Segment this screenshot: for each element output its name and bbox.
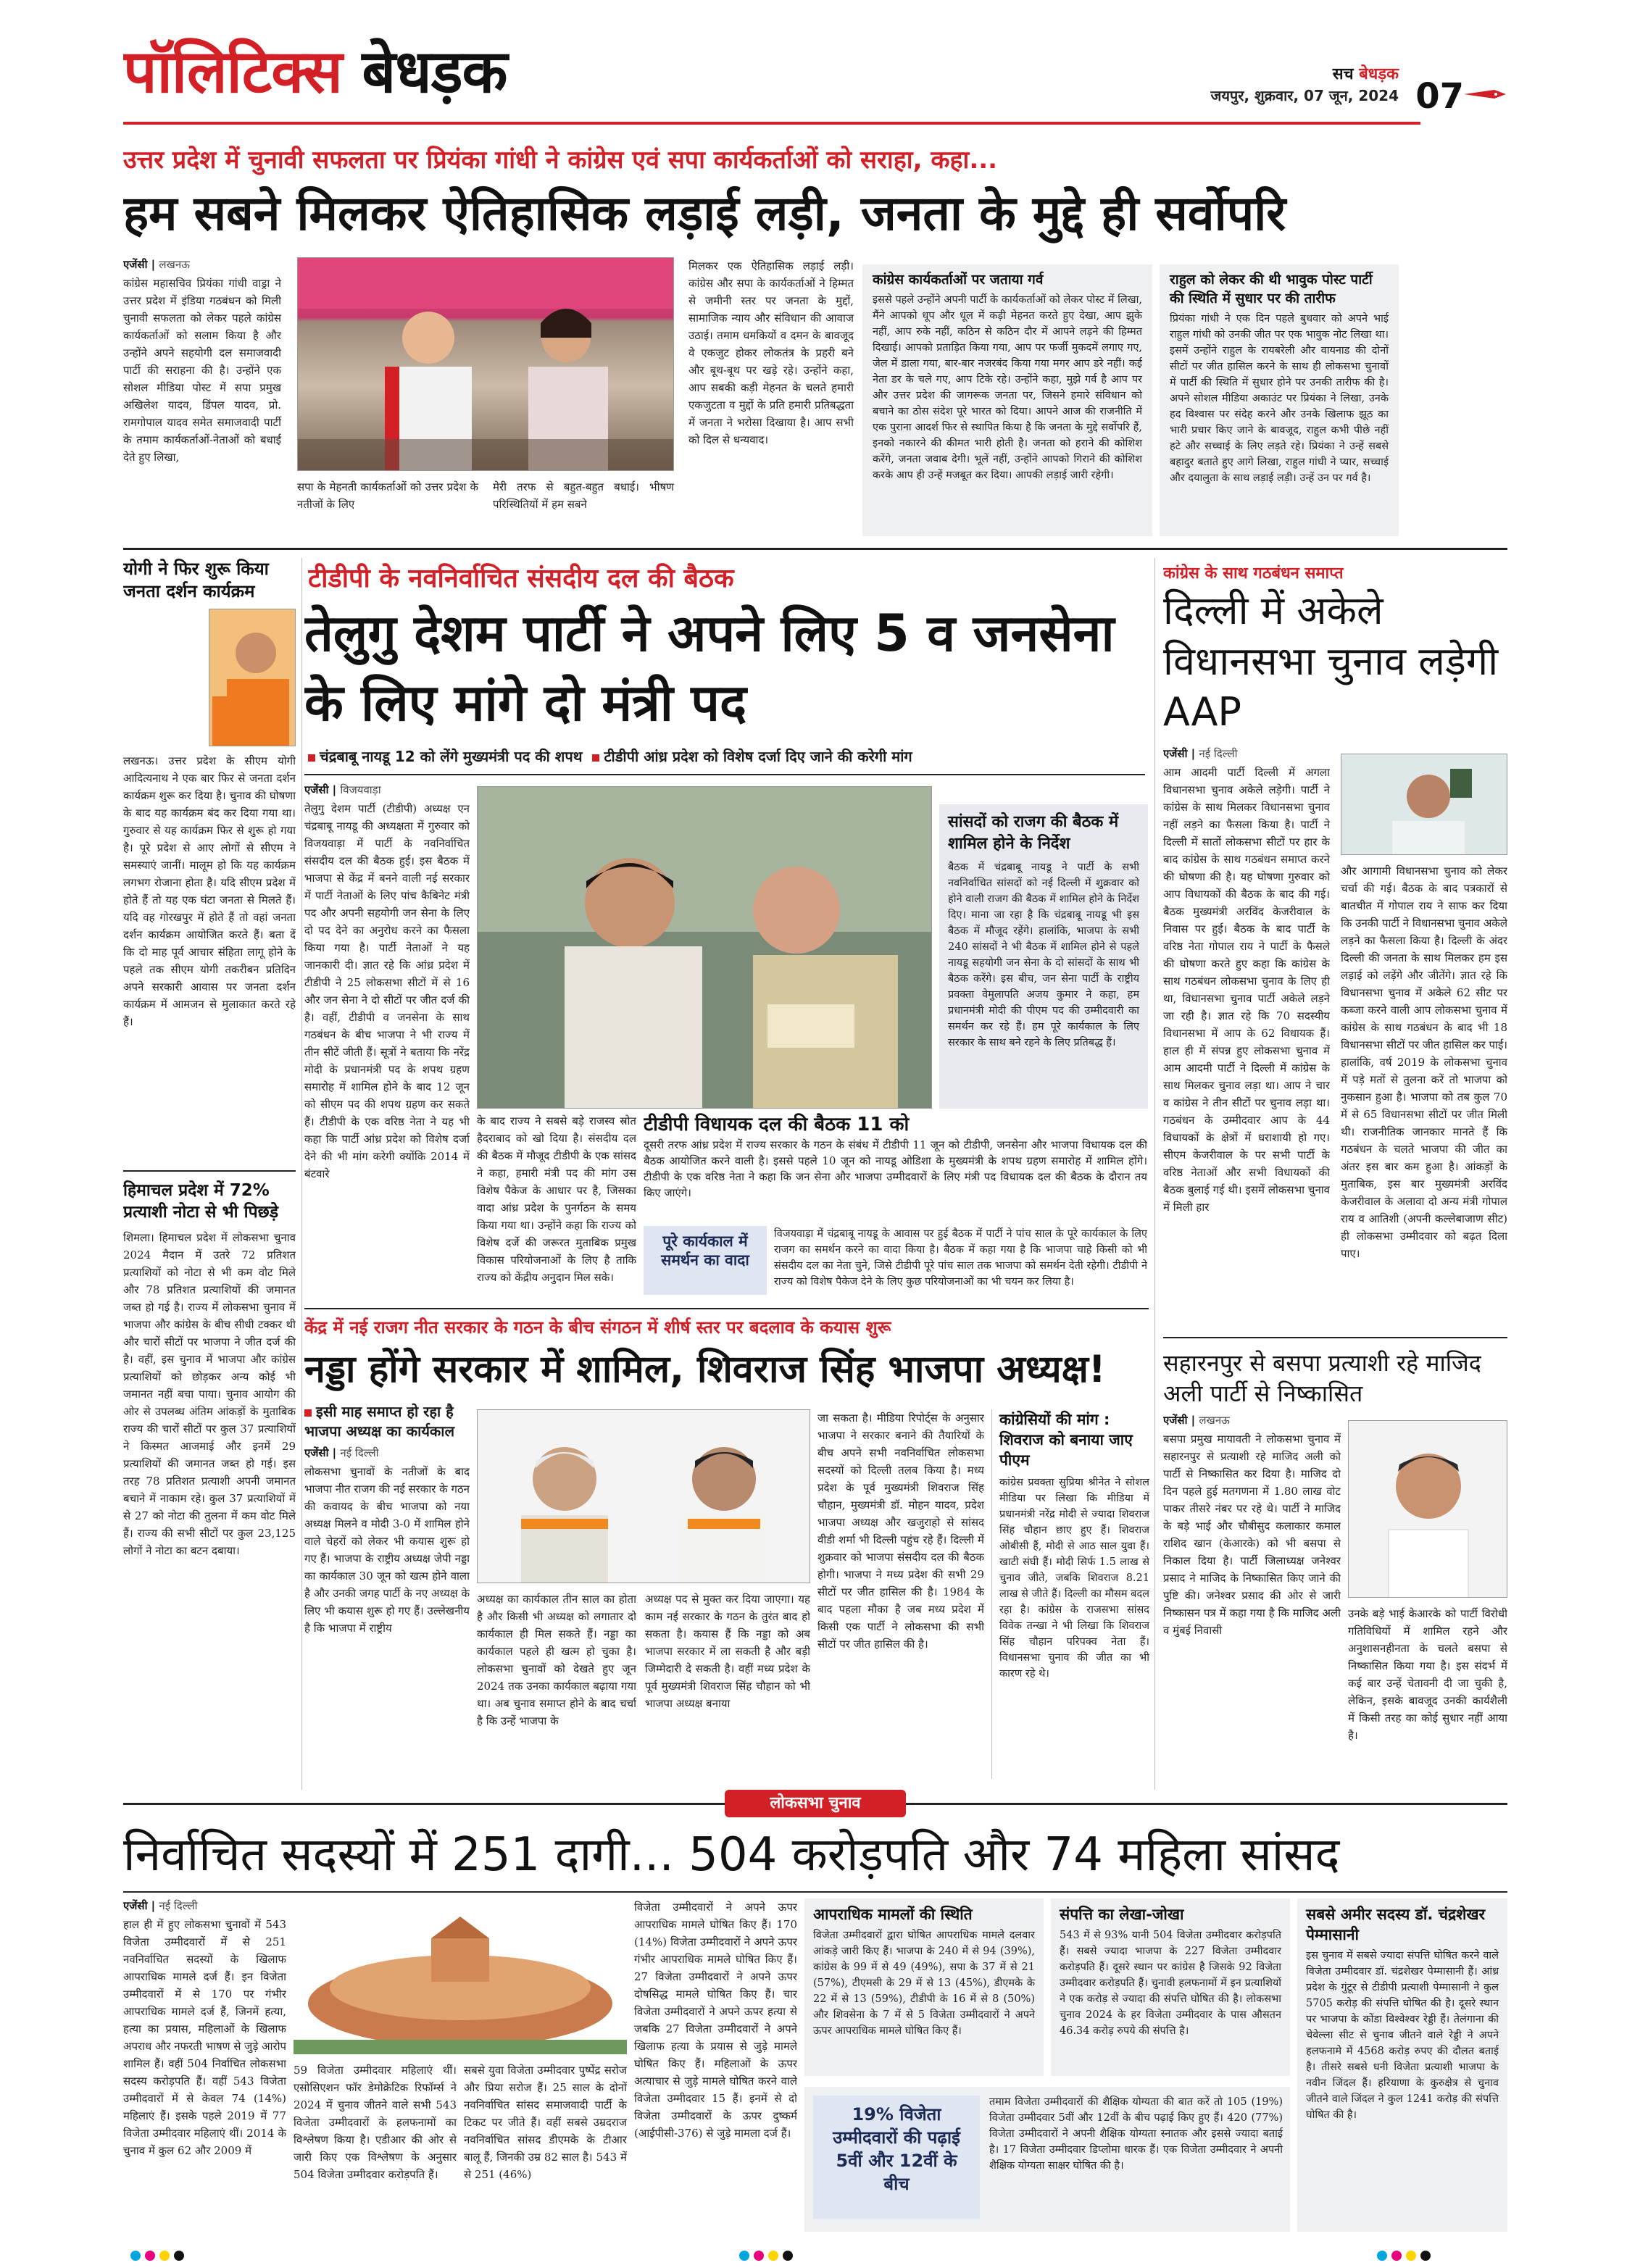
gopal-rai-photo — [1341, 754, 1507, 855]
dot-icon — [768, 2251, 778, 2261]
naidu-pawan-photo — [477, 786, 932, 1109]
aap-col2-text: और आगामी विधानसभा चुनाव को लेकर चर्चा की गई। बैठक के बाद पत्रकारों से बातचीत में गोपाल राय ने साफ कर दिया कि उनकी पार्टी ने विधानसभा चुनाव अकेले लड़ने का फैसला किया है। दिल्ली के अंदर दिल्ली की जनता के साथ मिलकर हम इस लड़ाई को लड़ेंगे और जीतेंगे। ज्ञात रहे कि विधानसभा चुनाव में अकेले 62 सीट पर कब्जा करने वाली आप लोकसभा चुनाव में कांग्रेस के साथ गठबंधन के बाद भी 18 विधानसभा सीटों पर जीत हासिल कर पाई। हालांकि, वर्ष 2019 के लोकसभा चुनाव में पड़े मतों से तुलना करें तो भाजपा को नुकसान हुआ है। भाजपा को तब कुल 70 में से 65 विधानसभा सीटों पर जीत मिली थी। राजनीतिक जानकार मानते हैं कि गठबंधन के चलते भाजपा की जीत का अंतर इस बार कम हुआ है। आंकड़ों के मुताबिक, इस बार मुख्यमंत्री अरविंद केजरीवाल के अलावा दो अन्य मंत्री गोपाल राय व आतिशी (अपनी कल्लेबाजाण सीट) ही लोकसभा उम्मीदवार को बढ़त दिला पाए। — [1341, 864, 1507, 1260]
masthead-rule — [123, 122, 1420, 125]
lok-col2-text: 59 विजेता उम्मीदवार महिलाएं थीं। एसोसिएशन फॉर डेमोक्रेटिक रिफॉर्म्स ने 2024 में चुनाव जीतने वाले सभी 543 विजेता उम्मीदवारों के हलफनामों का विश्लेषण किया है। एडीआर की ओर से जारी किए एक विश्लेषण के अनुसार 504 विजेता उम्मीदवार करोड़पति हैं। — [294, 2064, 457, 2181]
lok-b2-title: संपत्ति का लेखा-जोखा — [1060, 1906, 1184, 1923]
basp-byline: एजेंसी — [1163, 1414, 1188, 1427]
nadda-col2-text: अध्यक्ष का कार्यकाल तीन साल का होता है और किसी भी अध्यक्ष को लगातार दो कार्यकाल ही मिल सकते हैं। नड्डा का कार्यकाल पहले ही खत्म हो चुका है। लोकसभा चुनावों को देखते हुए जून 2024 तक उनका कार्यकाल बढ़ाया गया था। अब चुनाव समाप्त होने के बाद चर्चा है कि उन्हें भाजपा के — [477, 1593, 636, 1727]
top-byline: एजेंसी — [123, 258, 148, 271]
himachal-story — [123, 1180, 296, 1774]
footer-registration-dots-left — [130, 2250, 275, 2264]
top-headline: हम सबने मिलकर ऐतिहासिक लड़ाई लड़ी, जनता के मुद्दे ही सर्वोपरि — [123, 185, 1286, 241]
lok-b2-text: 543 में से 93% यानी 504 विजेता उम्मीदवार करोड़पति हैं। सबसे ज्यादा भाजपा के 227 विजेता उम्मीदवार करोड़पति हैं। दूसरे स्थान पर कांग्रेस है जिसके 92 विजेता उम्मीदवार करोड़पति हैं। चुनावी हलफनामों में इन प्रत्याशियों ने एक करोड़ से ज्यादा की संपत्ति घोषित की है। लोकसभा चुनाव 2024 के हर विजेता उम्मीदवार के पास औसतन 46.34 करोड़ रुपये की संपत्ति है। — [1060, 1930, 1281, 2037]
himachal-text: शिमला। हिमाचल प्रदेश में लोकसभा चुनाव 2024 मैदान में उतरे 72 प्रतिशत प्रत्याशियों को नोटा से भी कम वोट मिले और 78 प्रतिशत प्रत्याशियों की जमानत जब्त हो गई है। राज्य में लोकसभा चुनाव में भाजपा और कांग्रेस के बीच सीधी टक्कर थी और चारों सीटों पर भाजपा ने जीत दर्ज की है। वहीं, इस चुनाव में भाजपा और कांग्रेस प्रत्याशियों को छोड़कर अन्य कोई भी जमानत नहीं बचा पाया। चुनाव आयोग की ओर से उपलब्ध अंतिम आंकड़ों के मुताबिक राज्य की चारों सीटों पर कुल 37 प्रत्याशियों ने किस्मत आजमाई और इनमें 29 प्रत्याशियों की जमानत जब्त हो गई। इस तरह 78 प्रतिशत प्रत्याशी अपनी जमानत बचाने में नाकाम रहे। कुल 37 प्रत्याशियों में से 27 को नोटा की तुलना में कम वोट मिले हैं। राज्य की सभी सीटों पर कुल 23,125 लोगों ने नोटा का बटन दबाया। — [123, 1231, 296, 1557]
top-kicker: उत्तर प्रदेश में चुनावी सफलता पर प्रियंका गांधी ने कांग्रेस एवं सपा कार्यकर्ताओं को सराहा, कहा... — [123, 146, 998, 175]
box2-text: प्रियंका गांधी ने एक दिन पहले बुधवार को अपने भाई राहुल गांधी को उनकी जीत पर एक भावुक नोट लिखा था। इसमें उन्होंने राहुल के रायबरेली और वायनाड की दोनों सीटों पर जीत हासिल करने के साथ ही लोकसभा चुनावों में पार्टी की स्थिति में सुधार होने पर उनकी तारीफ की है। अपने सोशल मीडिया अकाउंट पर प्रियंका ने लिखा, उनके हद विश्वास पर संदेह करने और उनके खिलाफ झूठ का भारी प्रचार किए जाने के बावजूद, राहुल कभी पीछे नहीं हटे और सच्चाई के लिए लड़ते रहे। प्रियंका ने उन्हें सबसे बहादुर बताते हुए आगे लिखा, राहुल गांधी ने प्यार, सच्चाई और दयालुता के साथ लड़ाई लड़ी। उन्हें उन पर गर्व है। — [1170, 313, 1389, 484]
lok-b1-title: आपराधिक मामलों की स्थिति — [813, 1906, 973, 1923]
aap-bottom-rule — [1163, 1337, 1507, 1338]
band-label: लोकसभा चुनाव — [770, 1794, 861, 1812]
nadda-col1-text: लोकसभा चुनावों के नतीजों के बाद भाजपा नीत राजग की नई सरकार के गठन की कवायद के बीच भाजपा को नया अध्यक्ष मिलने व मोदी 3-0 में शामिल होने वाले चेहरों को लेकर भी कयास शुरू हो गए हैं। भाजपा के राष्ट्रीय अध्यक्ष जेपी नड्डा का कार्यकाल 30 जून को खत्म होने वाला है और उनकी जगह पार्टी के नए अध्यक्ष के लिए भी कयास शुरू हो गए हैं। उल्लेखनीय है कि भाजपा में राष्ट्रीय — [304, 1465, 470, 1635]
nadda-headline: नड्डा होंगे सरकार में शामिल, शिवराज सिंह भाजपा अध्यक्ष! — [304, 1348, 1106, 1391]
nadda-col3-text: अध्यक्ष पद से मुक्त कर दिया जाएगा। यह काम नई सरकार के गठन के तुरंत बाद हो सकता है। कयास हैं कि नड्डा को अब भाजपा सरकार में ला सकती है और बड़ी जिम्मेदारी दे सकती है। वहीं मध्य प्रदेश के पूर्व मुख्यमंत्री शिवराज सिंह चौहान को भी भाजपा अध्यक्ष बनाया — [645, 1593, 810, 1710]
box2-title: राहुल को लेकर की थी भावुक पोस्ट पार्टी की स्थिति में सुधार पर की तारीफ — [1170, 272, 1373, 307]
tdp-col1-text: तेलुगु देशम पार्टी (टीडीपी) अध्यक्ष एन चंद्रबाबू नायडू की अध्यक्षता में गुरुवार को विजयवाड़ा में पार्टी के नवनिर्वाचित संसदीय दल की बैठक हुई। इस बैठक में भाजपा से केंद्र में बनने वाली नई सरकार में पार्टी नेताओं के लिए पांच कैबिनेट मंत्री पद और अपनी सहयोगी जन सेना के लिए दो पद देने का अनुरोध करने का फैसला किया गया है। पार्टी नेताओं ने यह जानकारी दी। ज्ञात रहे कि आंध्र प्रदेश में टीडीपी ने 25 लोकसभा सीटों में से 16 और जन सेना ने दो सीटों पर जीत दर्ज की है। वहीं, टीडीपी व जनसेना के साथ गठबंधन के बीच भाजपा ने भी राज्य में तीन सीटें जीती हैं। सूत्रों ने बताया कि नरेंद्र मोदी के प्रधानमंत्री पद के शपथ ग्रहण समारोह में शामिल होने के बाद 12 जून को सीएम पद की शपथ ग्रहण कर सकते हैं। टीडीपी के एक वरिष्ठ नेता ने यह भी कहा कि पार्टी आंध्र प्रदेश को विशेष दर्जा देने की भी मांग करेगी क्योंकि 2014 में बंटवारे — [304, 802, 470, 1180]
masthead-title-part1: पॉलिटिक्स — [123, 38, 342, 107]
edu-label: 19% विजेता उम्मीदवारों की पढ़ाई 5वीं और 12वीं के बीच — [833, 2104, 960, 2194]
yogi-story — [123, 558, 296, 1167]
dot-icon — [174, 2251, 184, 2261]
nadda-col3 — [645, 1590, 810, 1779]
tdp-photo-caption — [644, 1112, 1147, 1221]
aap-byline: एजेंसी — [1163, 747, 1188, 760]
top-col4: मिलकर एक ऐतिहासिक लड़ाई लड़ी। कांग्रेस और सपा के कार्यकर्ताओं ने हिम्मत से जमीनी स्तर पर जनता के मुद्दों, सामाजिक न्याय और संविधान की आवाज उठाई। तमाम धमकियों व दमन के बावजूद वे एकजुट होकर लोकतंत्र के प्रहरी बने और बूथ-बूथ पर खड़े रहे। उन्होंने कहा, आप सबकी कड़ी मेहनत के चलते हमारी एकजुटता व मुद्दों के प्रति हमारी प्रतिबद्धता में जनता ने भरोसा दिखाया है। आप सभी को दिल से धन्यवाद। — [688, 259, 854, 446]
lok-col3-text: सबसे युवा विजेता उम्मीदवार पुष्पेंद्र सरोज और प्रिया सरोज हैं। 25 साल के दोनों नवनिर्वाचित सांसद समाजवादी पार्टी के टिकट पर जीते हैं। वहीं सबसे उम्रदराज नवनिर्वाचित सांसद डीएमके के टीआर बालू हैं, जिनकी उम्र 82 साल है। 543 में से 251 (46%) — [464, 2064, 627, 2181]
page-number: 07 — [1415, 76, 1464, 116]
lok-byline-loc: नई दिल्ली — [159, 1899, 198, 1912]
yogi-headline: योगी ने फिर शुरू किया जनता दर्शन कार्यक्रम — [123, 559, 269, 601]
tdp-subheads — [308, 746, 1149, 766]
top-byline-loc: लखनऊ — [159, 258, 190, 271]
himachal-headline: हिमाचल प्रदेश में 72% प्रत्याशी नोटा से भी पिछड़े — [123, 1181, 279, 1222]
lok-col4 — [634, 1898, 797, 2239]
dot-icon — [1406, 2251, 1416, 2261]
box1-title: कांग्रेस कार्यकर्ताओं पर जताया गर्व — [873, 272, 1044, 288]
dot-icon — [145, 2251, 155, 2261]
brand-right: बेधड़क — [1359, 65, 1399, 83]
lok-col2 — [294, 2061, 457, 2239]
lok-box-richest — [1297, 1898, 1507, 2232]
footer-registration-dots-center — [739, 2250, 884, 2264]
bullet-square-icon — [308, 754, 315, 762]
nadda-top-rule — [304, 1308, 1149, 1309]
dot-icon — [1377, 2251, 1387, 2261]
nadda-kicker: केंद्र में नई राजग नीत सरकार के गठन के बीच संगठन में शीर्ष स्तर पर बदलाव के कयास शुरू — [304, 1317, 891, 1338]
tdp-kicker-box — [308, 559, 1141, 597]
tdp-sub2: टीडीपी आंध्र प्रदेश को विशेष दर्जा दिए जाने की करेगी मांग — [604, 748, 912, 765]
nadda-byline: एजेंसी — [304, 1446, 329, 1459]
lok-b3-text: इस चुनाव में सबसे ज्यादा संपत्ति घोषित करने वाले विजेता उम्मीदवार डॉ. चंद्रशेखर पेम्मासानी हैं। आंध्र प्रदेश के गुंटूर से टीडीपी प्रत्याशी पेम्मासानी ने कुल 5705 करोड़ की संपत्ति घोषित की है। दूसरे स्थान पर भाजपा के कोंडा विश्वेश्वर रेड्डी हैं। तेलंगाना की चेवेल्ला सीट से चुनाव जीतने वाले रेड्डी ने अपने हलफनामे में 4568 करोड़ रुपए की दौलत बताई है। तीसरे सबसे धनी विजेता प्रत्याशी भाजपा के नवीन जिंदल हैं। हरियाणा के कुरुक्षेत्र से चुनाव जीतने वाले जिंदल ने कुल 1241 करोड़ की संपत्ति घोषित की है। — [1306, 1950, 1499, 2121]
dot-icon — [130, 2251, 141, 2261]
footer-registration-dots-right — [1377, 2250, 1522, 2264]
top-col2: सपा के मेहनती कार्यकर्ताओं को उत्तर प्रदेश के नतीजों के लिए — [297, 480, 478, 511]
promise-label: पूरे कार्यकाल में समर्थन का वादा — [661, 1233, 749, 1269]
col-divider-3 — [1154, 1348, 1155, 1790]
col-divider-1 — [301, 558, 302, 1790]
nadda-col4-text: जा सकता है। मीडिया रिपोर्ट्स के अनुसार भाजपा ने सरकार बनाने की तैयारियों के बीच अपने सभी नवनिर्वाचित लोकसभा सदस्यों को दिल्ली तलब किया है। मध्य प्रदेश के पूर्व मुख्यमंत्री शिवराज सिंह चौहान, मुख्यमंत्री डॉ. मोहन यादव, प्रदेश भाजपा अध्यक्ष और खजुराहो से सांसद वीडी शर्मा भी दिल्ली पहुंच रहे हैं। दिल्ली में शुक्रवार को भाजपा संसदीय दल की बैठक होगी। भाजपा ने मध्य प्रदेश की सभी 29 सीटों पर जीत हासिल की है। 1984 के बाद पहला मौका है जब मध्य प्रदेश में किसी एक पार्टी ने लोकसभा की सभी सीटों पर जीत हासिल की है। — [817, 1412, 984, 1651]
tdp-side-title: सांसदों को राजग की बैठक में शामिल होने के निर्देश — [948, 813, 1119, 853]
tdp-byline: एजेंसी — [304, 783, 329, 796]
tdp-col1: एजेंसी | विजयवाड़ा तेलुगु देशम पार्टी (टीडीपी) अध्यक्ष एन चंद्रबाबू नायडू की अध्यक्षता में गुरुवार को विजयवाड़ा में पार्टी के नवनिर्वाचित संसदीय दल की बैठक हुई। इस बैठक में भाजपा से केंद्र में बनने वाली नई सरकार में पार्टी नेताओं के लिए पांच कैबिनेट मंत्री पद और अपनी सहयोगी जन सेना के लिए दो पद देने का अनुरोध करने का फैसला किया गया है। पार्टी नेताओं ने यह जानकारी दी। ज्ञात रहे कि आंध्र प्रदेश में टीडीपी ने 25 लोकसभा सीटों में से 16 और जन सेना ने दो सीटों पर जीत दर्ज की है। वहीं, टीडीपी व जनसेना के साथ गठबंधन के बीच भाजपा ने भी राज्य में तीन सीटें जीती हैं। सूत्रों ने बताया कि नरेंद्र मोदी के प्रधानमंत्री पद के शपथ ग्रहण समारोह में शामिल होने के बाद 12 जून को सीएम पद की शपथ ग्रहण कर सकते हैं। टीडीपी के एक वरिष्ठ नेता ने यह भी कहा कि पार्टी आंध्र प्रदेश को विशेष दर्जा देने की भी मांग करेगी क्योंकि 2014 में बंटवारे — [304, 783, 470, 1420]
brand-logo — [1333, 62, 1399, 84]
basp-col2 — [1348, 1605, 1507, 1790]
aap-col1: एजेंसी | नई दिल्ली आम आदमी पार्टी दिल्ली में अगला विधानसभा चुनाव अकेले लड़ेगी। पार्टी ने कांग्रेस के साथ मिलकर विधानसभा चुनाव नहीं लड़ने का फैसला किया है। पार्टी ने दिल्ली में सातों लोकसभा सीटों पर हार के बाद कांग्रेस के साथ गठबंधन समाप्त करने की घोषणा की है। यह घोषणा गुरुवार को आप विधायकों की बैठक के बाद की गई। बैठक मुख्यमंत्री अरविंद केजरीवाल के निवास पर हुई। बैठक के बाद पार्टी के वरिष्ठ नेता गोपाल राय ने पार्टी के फैसले की घोषणा करते हुए कहा कि कांग्रेस के साथ गठबंधन लोकसभा चुनाव के लिए ही था, विधानसभा चुनाव पार्टी अकेले लड़ने जा रही है। ज्ञात रहे कि 70 सदस्यीय विधानसभा में आप के 62 विधायक हैं। हाल ही में संपन्न हुए लोकसभा चुनाव में आम आदमी पार्टी ने दिल्ली में कांग्रेस के साथ मिलकर चुनाव लड़ा था। आप ने चार व कांग्रेस ने तीन सीटों पर चुनाव लड़ा था। गठबंधन के उम्मीदवार आप के 44 विधायकों के क्षेत्रों में धराशायी हो गए। सीएम केजरीवाल के पर सभी पार्टी के वरिष्ठ नेताओं और सभी विधायकों की बैठक बुलाई गई थी। इसमें लोकसभा चुनाव में मिली हार — [1163, 746, 1330, 1572]
bullet-square-icon — [592, 754, 599, 762]
left-divider — [123, 1170, 296, 1172]
tdp-promise — [644, 1226, 1147, 1298]
brand-left: सच — [1332, 65, 1354, 83]
box1-text: इससे पहले उन्होंने अपनी पार्टी के कार्यकर्ताओं को लेकर पोस्ट में लिखा, मैंने आपको धूप और धूल में कड़ी मेहनत करते हुए देखा, आप झुके नहीं, आप रुके नहीं, कठिन से कठिन दौर में आपने लड़ने की हिम्मत दिखाई। आपको प्रताड़ित किया गया, आप पर फर्जी मुकदमें लगाए गए, जेल में डाला गया, बार-बार नजरबंद किया गया मगर आप डरे नहीं। कई नेता डर के चले गए, आप टिके रहे। उन्होंने कहा, मुझे गर्व है आप पर और उत्तर प्रदेश की जागरूक जनता पर, जिसने हमारे संविधान को बचाने का ठोस संदेश पूरे भारत को दिया। आपने आज की राजनीति में एक पुराना आदर्श फिर से स्थापित किया है कि जनता के मुद्दे सर्वोपरि हैं, इनको नकारने की कीमत भारी होती है। जनता को हराने की कोशिश करेंगे, जनता जवाब देगी। भूलें नहीं, उन्होंने आपको गिराने की कोशिश करके आप ही उन्हें मजबूत कर दिया। आपकी लड़ाई जारी रहेगी। — [873, 294, 1142, 481]
lok-col3 — [464, 2061, 627, 2239]
tdp-col2-text: के बाद राज्य ने सबसे बड़े राजस्व स्रोत हैदराबाद को खो दिया है। संसदीय दल की बैठक में मौजूद टीडीपी के एक सांसद ने कहा, हमारी मंत्री पद की मांग उस विशेष पैकेज के आधार पर है, जिसका वादा आंध्र प्रदेश के पुनर्गठन के समय किया गया था। उन्होंने कहा कि राज्य को विशेष दर्जे की जरूरत मुताबिक प्रमुख विकास परियोजनाओं के लिए है ताकि राज्य को केंद्रीय अनुदान मिल सके। — [477, 1114, 636, 1284]
top-col1: कांग्रेस महासचिव प्रियंका गांधी वाड्रा ने उत्तर प्रदेश में इंडिया गठबंधन को मिली चुनावी सफलता को लेकर पहले कांग्रेस कार्यकर्ताओं को सलाम किया है और उन्होंने अपने सहयोगी दल समाजवादी पार्टी की सराहना की है। उन्होंने एक सोशल मीडिया पोस्ट में सपा प्रमुख अखिलेश यादव, डिंपल यादव, प्रो. रामगोपाल यादव समेत समाजवादी पार्टी के तमाम कार्यकर्ताओं-नेताओं को बधाई देते हुए लिखा, — [123, 277, 281, 464]
masthead-title — [123, 36, 507, 109]
basp-col1: एजेंसी | लखनऊ बसपा प्रमुख मायावती ने लोकसभा चुनाव में सहारनपुर से प्रत्याशी रहे माजिद अली को पार्टी से निष्कासित कर दिया है। माजिद दो दिन पहले हुई मतगणना में 1.80 लाख वोट पाकर तीसरे नंबर पर रहे थे। पार्टी ने माजिद के बड़े भाई और चौबीसुद कलाकार कमाल राशिद खान (केआरके) को भी बसपा से निकाल दिया है। पार्टी जिलाध्यक्ष जनेश्वर प्रसाद ने माजिद के निष्कासित किए जाने की पुष्टि की। जनेश्वर प्रसाद की ओर से जारी निष्कासन पत्र में कहा गया है कि माजिद अली व मुंबई निवासी — [1163, 1413, 1341, 1790]
basp-byline-loc: लखनऊ — [1199, 1414, 1230, 1427]
tdp-byline-loc: विजयवाड़ा — [340, 783, 381, 796]
top-col3: मेरी तरफ से बहुत-बहुत बधाई। भीषण परिस्थितियों में हम सबने — [493, 480, 674, 511]
edu-text: तमाम विजेता उम्मीदवारों की शैक्षिक योग्यता की बात करें तो 105 (19%) विजेता उम्मीदवार 5वीं और 12वीं के बीच पढ़ाई किए हुए हैं। 420 (77%) विजेता उम्मीदवारों ने अपनी शैक्षिक योग्यता स्नातक और इससे ज्यादा बताई है। 17 विजेता उम्मीदवार डिप्लोमा धारक हैं। एक विजेता उम्मीदवार ने अपनी शैक्षिक योग्यता साक्षर घोषित की है। — [989, 2096, 1283, 2172]
lok-col1: एजेंसी | नई दिल्ली हाल ही में हुए लोकसभा चुनावों में 543 विजेता उम्मीदवारों में से 251 नवनिर्वाचित सदस्यों के खिलाफ आपराधिक मामले दर्ज हैं। इन विजेता उम्मीदवारों में से 170 पर गंभीर आपराधिक मामले दर्ज हैं, जिनमें हत्या, हत्या का प्रयास, महिलाओं के खिलाफ अपराध और नफरती भाषण से जुड़े आरोप शामिल हैं। वहीं 504 निर्वाचित लोकसभा सदस्य करोड़पति हैं। वहीं 543 विजेता उम्मीदवारों में से केवल 74 (14%) महिलाएं हैं। इसके पहले 2019 में 77 विजेता उम्मीदवार महिलाएं थीं। 2014 के चुनाव में कुल 62 और 2009 में — [123, 1898, 286, 2239]
nadda-byline-loc: नई दिल्ली — [340, 1446, 379, 1459]
dot-icon — [159, 2251, 170, 2261]
lok-b1-text: विजेता उम्मीदवारों द्वारा घोषित आपराधिक मामले दलवार आंकड़े जारी किए हैं। भाजपा के 240 में से 94 (39%), कांग्रेस के 99 में से 49 (49%), सपा के 37 में से 21 (57%), टीएमसी के 29 में से 13 (45%), डीएमके के 22 में से 13 (59%), टीडीपी के 16 में से 8 (50%) और शिवसेना के 7 में से 5 विजेता उम्मीदवारों ने अपने ऊपर आपराधिक मामले घोषित किए हैं। — [813, 1930, 1035, 2037]
band-pill — [725, 1790, 906, 1817]
basp-headline: सहारनपुर से बसपा प्रत्याशी रहे माजिद अली पार्टी से निष्कासित — [1163, 1349, 1481, 1407]
nadda-col1: इसी माह समाप्त हो रहा है भाजपा अध्यक्ष का कार्यकाल एजेंसी | नई दिल्ली लोकसभा चुनावों के नतीजों के बाद भाजपा नीत राजग की नई सरकार के गठन की कवायद के बीच भाजपा को नया अध्यक्ष मिलने व मोदी 3-0 में शामिल होने वाले चेहरों को लेकर भी कयास शुरू हो गए हैं। भाजपा के राष्ट्रीय अध्यक्ष जेपी नड्डा का कार्यकाल 30 जून को खत्म होने वाला है और उनकी जगह पार्टी के नए अध्यक्ष के लिए भी कयास शुरू हो गए हैं। उल्लेखनीय है कि भाजपा में राष्ट्रीय — [304, 1402, 470, 1779]
dot-icon — [1420, 2251, 1431, 2261]
yogi-photo — [209, 609, 296, 746]
parliament-photo — [294, 1902, 627, 2054]
dot-icon — [739, 2251, 749, 2261]
masthead — [123, 36, 1507, 116]
lok-byline: एजेंसी — [123, 1899, 148, 1912]
tdp-headline: तेलुगु देशम पार्टी ने अपने लिए 5 व जनसेना के लिए मांगे दो मंत्री पद — [304, 604, 1115, 733]
lok-col4-text: विजेता उम्मीदवारों ने अपने ऊपर आपराधिक मामले घोषित किए हैं। 170 (14%) विजेता उम्मीदवारों ने अपने ऊपर गंभीर आपराधिक मामले घोषित किए हैं। 27 विजेता उम्मीदवारों ने अपने ऊपर दोषसिद्ध मामले घोषित किए हैं। चार विजेता उम्मीदवारों ने अपने ऊपर हत्या से जबकि 27 विजेता उम्मीदवारों ने अपने खिलाफ हत्या के प्रयास से जुड़े मामले घोषित किए हैं। महिलाओं के ऊपर अत्याचार से जुड़े मामले घोषित करने वाले विजेता उम्मीदवार 15 हैं। इनमें से दो विजेता उम्मीदवारों के ऊपर दुष्कर्म (आईपीसी-376) से जुड़े मामला दर्ज हैं। — [634, 1901, 797, 2140]
priyanka-akhilesh-photo — [297, 257, 674, 471]
edu-label-box — [813, 2096, 980, 2219]
nadda-side-text: कांग्रेस प्रवक्ता सुप्रिया श्रीनेत ने सोशल मीडिया पर लिखा कि मीडिया में प्रधानमंत्री नरेंद्र मोदी से ज्यादा शिवराज सिंह चौहान छाए हुए हैं। शिवराज ओबीसी हैं, मोदी से आठ साल युवा हैं। खाटी संघी हैं। मोदी सिर्फ 1.5 लाख से चुनाव जीते, जबकि शिवराज 8.21 लाख से जीते हैं। दिल्ली का मौसम बदल रहा है। कांग्रेस के राजसभा सांसद विवेक तन्खा ने भी लिखा कि शिवराज सिंह चौहान परिपक्व नेता हैं। विधानसभा चुनाव की जीत का भी कारण रहे थे। — [999, 1477, 1149, 1680]
masthead-title-part2: बेधड़क — [362, 38, 507, 107]
top-bottom-rule — [123, 548, 1507, 550]
dot-icon — [1391, 2251, 1402, 2261]
dateline: जयपुर, शुक्रवार, 07 जून, 2024 — [1210, 87, 1399, 104]
tdp-sub1: चंद्रबाबू नायडू 12 को लेंगे मुख्यमंत्री पद की शपथ — [320, 748, 583, 765]
nadda-side-box — [991, 1409, 1149, 1779]
dot-icon — [783, 2251, 793, 2261]
tdp-caption-text: दूसरी तरफ आंध्र प्रदेश में राज्य सरकार के गठन के संबंध में टीडीपी 11 जून को टीडीपी, जनसेना और भाजपा विधायक दल की बैठक आयोजित करने वाली है। इससे पहले 10 जून को नायडू ओडिशा के मुख्यमंत्री के शपथ ग्रहण समारोह में शामिल होंगे। टीडीपी के एक वरिष्ठ नेता ने कहा कि जन सेना और भाजपा उम्मीदवारों के लिए मंत्री पद विधायक दल की बैठक के दौरान तय किए जाएंगे। — [644, 1138, 1147, 1199]
tdp-side-text: बैठक में चंद्रबाबू नायडू ने पार्टी के सभी नवनिर्वाचित सांसदों को नई दिल्ली में शुक्रवार को होने वाली राजग की बैठक में शामिल होने के निर्देश दिए। माना जा रहा है कि चंद्रबाबू नायडू भी इस बैठक में मौजूद रहेंगे। हालांकि, भाजपा के सभी 240 सांसदों ने भी बैठक में शामिल होने से पहले नायडू सहयोगी जन सेना के दो सांसदों के साथ भी बैठक करेंगे। इस बीच, जन सेना पार्टी के राष्ट्रीय प्रवक्ता वेमुलापति अजय कुमार ने कहा, हम प्रधानमंत्री मोदी की पीएम पद की उम्मीदवारी का समर्थन कर रहे हैं। हम पूरे कार्यकाल के लिए सरकार के साथ बने रहने के लिए प्रतिबद्ध हैं। — [948, 862, 1139, 1048]
dot-icon — [754, 2251, 764, 2261]
yogi-text: लखनऊ। उत्तर प्रदेश के सीएम योगी आदित्यनाथ ने एक बार फिर से जनता दर्शन कार्यक्रम शुरू कर दिया है। चुनाव की घोषणा के बाद यह कार्यक्रम बंद कर दिया गया था। गुरुवार से यह कार्यक्रम फिर से शुरू हो गया है। पूरे प्रदेश से आए लोगों से सीएम ने समस्याएं जानीं। मालूम हो कि यह कार्यक्रम लगभग रोजाना होता है। यदि सीएम प्रदेश में होते हैं तो यह एक घंटा जनता से मिलते हैं। यदि वह गोरखपुर में होते हैं तो वहां जनता दर्शन कार्यक्रम आयोजित करते हैं। बता दें कि दो माह पूर्व आचार संहिता लागू होने के पहले तक सीएम योगी तकरीबन प्रतिदिन अपने सरकारी आवास पर जनता दर्शन कार्यक्रम में आमजन से मुलाकात करते रहे हैं। — [123, 754, 296, 1028]
aap-col1-text: आम आदमी पार्टी दिल्ली में अगला विधानसभा चुनाव अकेले लड़ेगी। पार्टी ने कांग्रेस के साथ मिलकर विधानसभा चुनाव नहीं लड़ने का फैसला किया है। पार्टी ने दिल्ली में सातों लोकसभा सीटों पर हार के बाद कांग्रेस के साथ गठबंधन समाप्त करने की घोषणा की है। यह घोषणा गुरुवार को आप विधायकों की बैठक के बाद की गई। बैठक मुख्यमंत्री अरविंद केजरीवाल के निवास पर हुई। बैठक के बाद पार्टी के वरिष्ठ नेता गोपाल राय ने पार्टी के फैसले की घोषणा करते हुए कहा कि कांग्रेस के साथ गठबंधन लोकसभा चुनाव के लिए ही था, विधानसभा चुनाव पार्टी अकेले लड़ने जा रही है। ज्ञात रहे कि 70 सदस्यीय विधानसभा में आप के 62 विधायक हैं। हाल ही में संपन्न हुए लोकसभा चुनाव में आम आदमी पार्टी ने दिल्ली में कांग्रेस के साथ मिलकर चुनाव लड़ा था। आप ने चार व कांग्रेस ने तीन सीटों पर चुनाव लड़ा था। गठबंधन के उम्मीदवार आप के 44 विधायकों के क्षेत्रों में धराशायी हो गए। सीएम केजरीवाल के पर सभी पार्टी के वरिष्ठ नेताओं और सभी विधायकों की बैठक बुलाई गई थी। इसमें लोकसभा चुनाव में मिली हार — [1163, 766, 1330, 1214]
majid-ali-photo — [1348, 1420, 1507, 1598]
lok-education — [804, 2087, 1290, 2232]
pen-nib-icon — [1464, 87, 1507, 101]
nadda-pull — [304, 1402, 470, 1441]
basp-col1-text: बसपा प्रमुख मायावती ने लोकसभा चुनाव में सहारनपुर से प्रत्याशी रहे माजिद अली को पार्टी से निष्कासित कर दिया है। माजिद दो दिन पहले हुई मतगणना में 1.80 लाख वोट पाकर तीसरे नंबर पर रहे थे। पार्टी ने माजिद के बड़े भाई और चौबीसुद कलाकार कमाल राशिद खान (केआरके) को भी बसपा से निकाल दिया है। पार्टी जिलाध्यक्ष जनेश्वर प्रसाद ने माजिद के निष्कासित किए जाने की पुष्टि की। जनेश्वर प्रसाद की ओर से जारी निष्कासन पत्र में कहा गया है कि माजिद अली व मुंबई निवासी — [1163, 1433, 1341, 1637]
top-box-congress — [862, 264, 1152, 536]
lok-box-assets — [1051, 1898, 1290, 2076]
tdp-caption-title: टीडीपी विधायक दल की बैठक 11 को — [644, 1114, 910, 1135]
tdp-sub-rule — [304, 774, 1145, 775]
lok-head-rule — [123, 1891, 1507, 1893]
top-article: एजेंसी | लखनऊ कांग्रेस महासचिव प्रियंका गांधी वाड्रा ने उत्तर प्रदेश में इंडिया गठबंधन को मिली चुनावी सफलता को लेकर पहले कांग्रेस कार्यकर्ताओं को सलाम किया है और उन्होंने अपने सहयोगी दल समाजवादी पार्टी की सराहना की है। उन्होंने एक सोशल मीडिया पोस्ट में सपा प्रमुख अखिलेश यादव, डिंपल यादव, प्रो. रामगोपाल यादव समेत समाजवादी पार्टी के तमाम कार्यकर्ताओं-नेताओं को बधाई देते हुए लिखा, सपा के मेहनती कार्यकर्ताओं को उत्तर प्रदेश के नतीजों के लिए मेरी तरफ से बहुत-बहुत बधाई। भीषण परिस्थितियों में हम सबने मिलकर एक ऐतिहासिक लड़ाई लड़ी। कांग्रेस और सपा के कार्यकर्ताओं ने हिम्मत से जमीनी स्तर पर जनता के मुद्दों, सामाजिक न्याय और संविधान की आवाज उठाई। तमाम धमकियों व दमन के बावजूद वे एकजुट होकर लोकतंत्र के प्रहरी बने और बूथ-बूथ पर खड़े रहे। उन्होंने कहा, आप सबकी कड़ी मेहनत के चलते हमारी एकजुटता व मुद्दों के प्रति हमारी प्रतिबद्धता में जनता ने भरोसा दिखाया है। आप सभी को दिल से धन्यवाद। — [123, 257, 855, 547]
aap-byline-loc: नई दिल्ली — [1199, 747, 1238, 760]
top-box-rahul — [1160, 264, 1399, 536]
nadda-side-title: कांग्रेसियों की मांग : शिवराज को बनाया जाए पीएम — [999, 1411, 1133, 1469]
aap-headline: दिल्ली में अकेले विधानसभा चुनाव लड़ेगी AAP — [1163, 588, 1499, 735]
promise-label-box — [644, 1226, 767, 1295]
lok-b3-title: सबसे अमीर सदस्य डॉ. चंद्रशेखर पेम्मासानी — [1306, 1906, 1486, 1943]
nadda-col4 — [817, 1409, 984, 1779]
lok-col1-text: हाल ही में हुए लोकसभा चुनावों में 543 विजेता उम्मीदवारों में से 251 नवनिर्वाचित सदस्यों के खिलाफ आपराधिक मामले दर्ज हैं। इन विजेता उम्मीदवारों में से 170 पर गंभीर आपराधिक मामले दर्ज हैं, जिनमें हत्या, हत्या का प्रयास, महिलाओं के खिलाफ अपराध और नफरती भाषण से जुड़े आरोप शामिल हैं। वहीं 504 निर्वाचित लोकसभा सदस्य करोड़पति हैं। वहीं 543 विजेता उम्मीदवारों में से केवल 74 (14%) महिलाएं हैं। इसके पहले 2019 में 77 विजेता उम्मीदवार महिलाएं थीं। 2014 के चुनाव में कुल 62 और 2009 में — [123, 1918, 286, 2157]
basp-col2-text: उनके बड़े भाई केआरके को पार्टी विरोधी गतिविधियों में शामिल रहने और अनुशासनहीनता के चलते बसपा से निष्कासित किया गया है। इस संदर्भ में कई बार उन्हें चेतावनी दी जा चुकी है, लेकिन, इसके बावजूद उनकी कार्यशैली में किसी तरह का कोई सुधार नहीं आया है। — [1348, 1607, 1507, 1742]
aap-kicker: कांग्रेस के साथ गठबंधन समाप्त — [1163, 564, 1344, 583]
lok-headline: निर्वाचित सदस्यों में 251 दागी... 504 करोड़पति और 74 महिला सांसद — [123, 1828, 1340, 1882]
bullet-square-icon — [304, 1409, 312, 1417]
nadda-col2 — [477, 1590, 636, 1779]
nadda-pull-text: इसी माह समाप्त हो रहा है भाजपा अध्यक्ष का कार्यकाल — [304, 1403, 455, 1440]
tdp-kicker: टीडीपी के नवनिर्वाचित संसदीय दल की बैठक — [308, 564, 743, 593]
tdp-side-box — [939, 804, 1148, 1109]
nadda-shivraj-photo — [477, 1409, 810, 1583]
promise-text: विजयवाड़ा में चंद्रबाबू नायडू के आवास पर हुई बैठक में पार्टी ने पांच साल के पूरे कार्यकाल के लिए राजग का समर्थन करने का वादा किया है। बैठक में कहा गया है कि भाजपा चाहे किसी को भी संसदीय दल का नेता चुने, जिसे टीडीपी पूरे पांच साल तक भाजपा को समर्थन देती रहेगी। टीडीपी ने राज्य को विशेष पैकेज देने के लिए कुछ परियोजनाओं का भी चयन कर लिया है। — [774, 1228, 1147, 1288]
lok-box-criminal — [804, 1898, 1044, 2076]
